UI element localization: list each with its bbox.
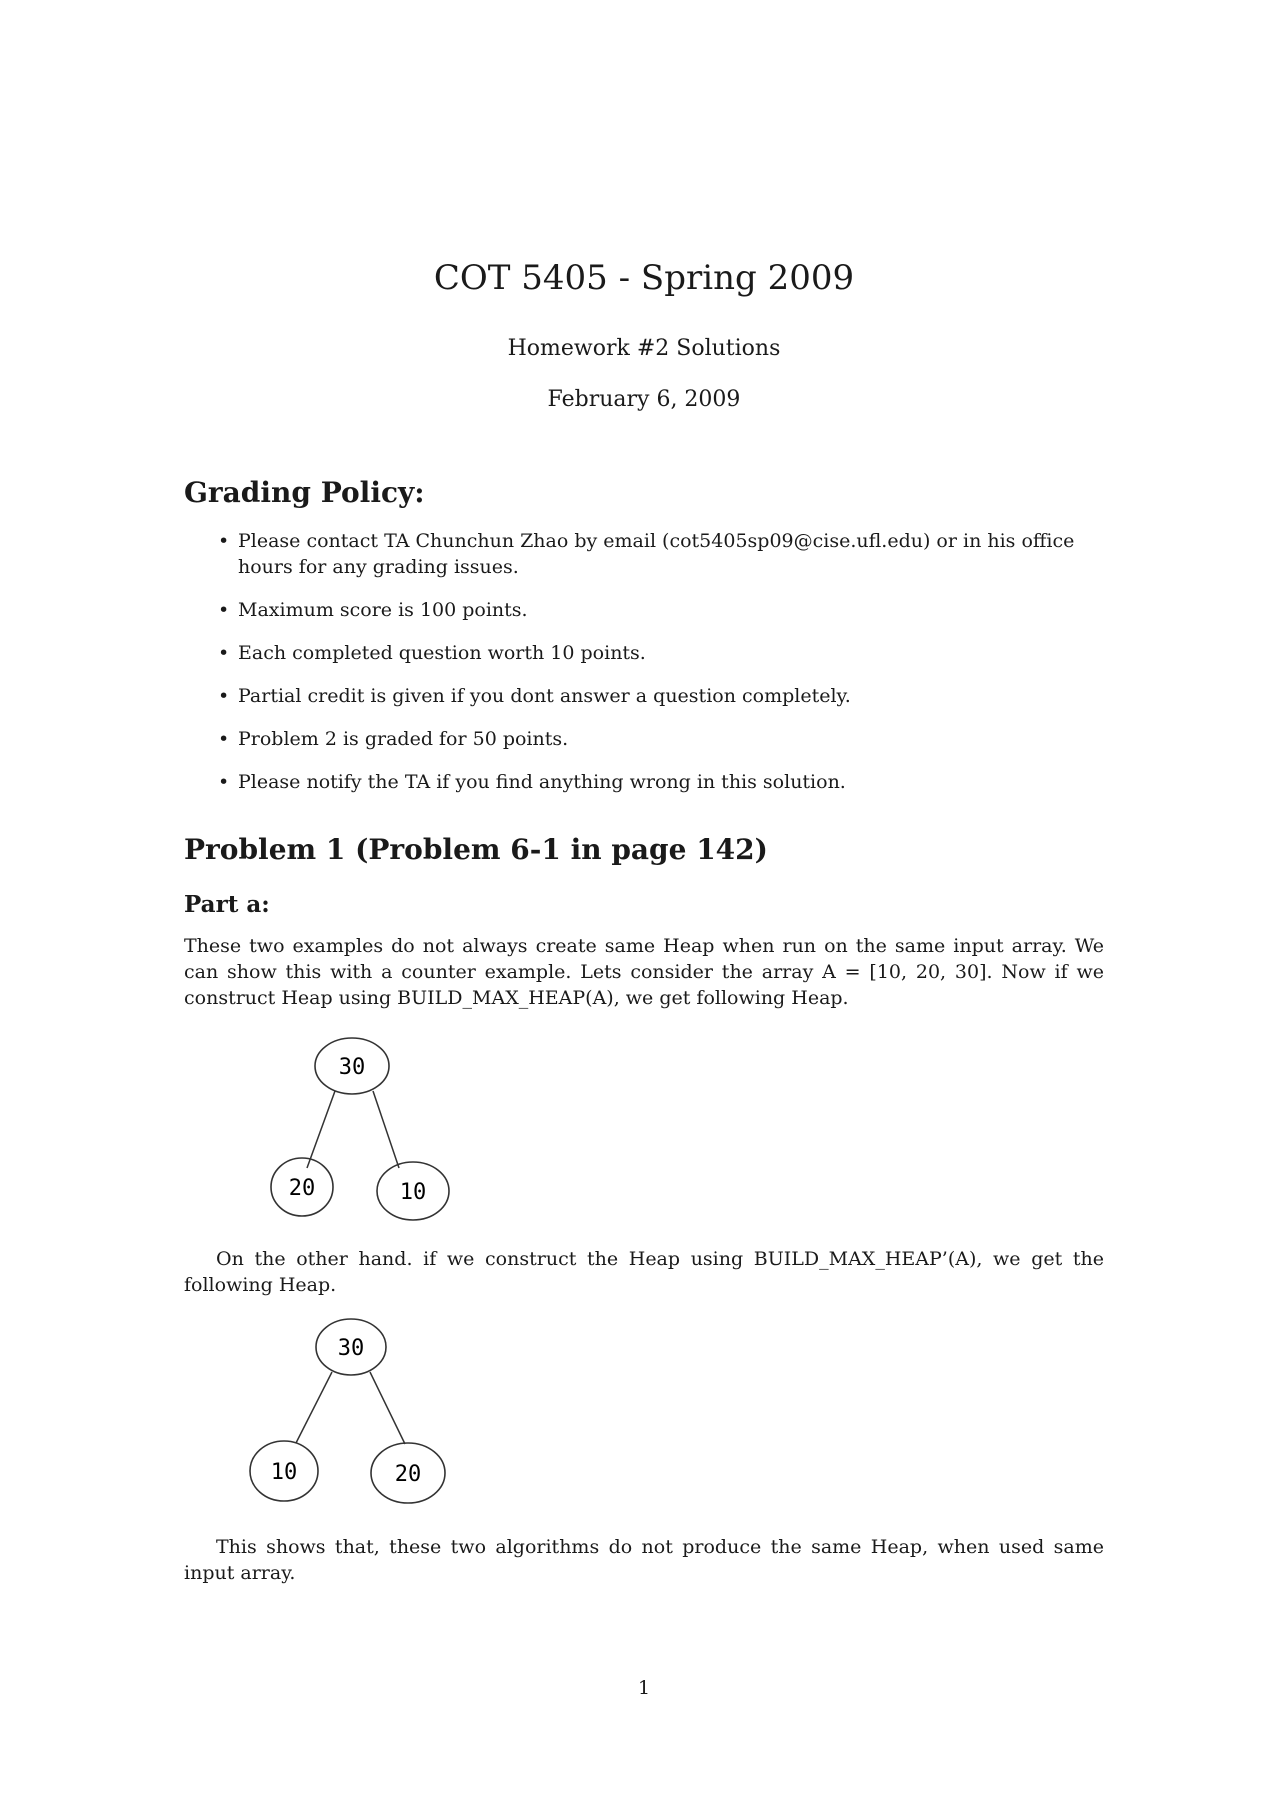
- problem1-heading: Problem 1 (Problem 6-1 in page 142): [184, 833, 768, 866]
- bullet-icon: •: [218, 728, 230, 750]
- bullet-icon: •: [218, 530, 230, 552]
- tree-edge-left: [296, 1372, 332, 1443]
- heap-diagram-2: [248, 1310, 468, 1514]
- tree-edge-right: [373, 1091, 399, 1168]
- list-item: • Please contact TA Chunchun Zhao by email (cot5405sp09@cise.ufl.edu) or in his office hours for any grading issues.: [218, 530, 1075, 578]
- page-number: 1: [637, 1677, 651, 1699]
- tree-node-right-label: 20: [394, 1462, 422, 1487]
- list-item: • Please notify the TA if you find anything wrong in this solution.: [218, 771, 846, 793]
- tree-edge-left: [307, 1091, 335, 1168]
- tree-edge-right: [370, 1372, 405, 1444]
- bullet-icon: •: [218, 642, 230, 664]
- heap-diagram-1: [269, 1030, 489, 1234]
- list-item: • Each completed question worth 10 points.: [218, 642, 646, 664]
- tree-node-left-label: 20: [288, 1176, 316, 1201]
- list-item: • Maximum score is 100 points.: [218, 599, 528, 621]
- bullet-icon: •: [218, 771, 230, 793]
- document-page: [184, 0, 1104, 1811]
- grading-policy-heading: Grading Policy:: [184, 476, 425, 509]
- document-subtitle: Homework #2 Solutions: [507, 336, 781, 361]
- tree-node-left-label: 10: [270, 1460, 298, 1485]
- bullet-icon: •: [218, 685, 230, 707]
- document-title: COT 5405 - Spring 2009: [433, 258, 855, 298]
- list-item: • Partial credit is given if you dont answer a question completely.: [218, 685, 851, 707]
- tree-node-right-label: 10: [399, 1180, 427, 1205]
- document-date: February 6, 2009: [547, 387, 741, 412]
- grading-policy-list: [184, 528, 1104, 812]
- part-a-heading: Part a:: [184, 891, 270, 918]
- tree-node-root-label: 30: [338, 1055, 366, 1080]
- problem1-paragraph-3: This shows that, these two algorithms do not produce the same Heap, when used same input array.: [184, 1536, 1104, 1584]
- tree-node-root-label: 30: [337, 1336, 365, 1361]
- bullet-icon: •: [218, 599, 230, 621]
- list-item: • Problem 2 is graded for 50 points.: [218, 728, 569, 750]
- problem1-paragraph-1: These two examples do not always create same Heap when run on the same input array. We can show this with a counter example. Lets consider the array A = [10, 20, 30]. Now if we construct Heap using BUILD_MAX_HEAP(A), we get following Heap.: [184, 935, 1104, 1009]
- problem1-paragraph-2: On the other hand. if we construct the Heap using BUILD_MAX_HEAP’(A), we get the following Heap.: [184, 1248, 1104, 1296]
